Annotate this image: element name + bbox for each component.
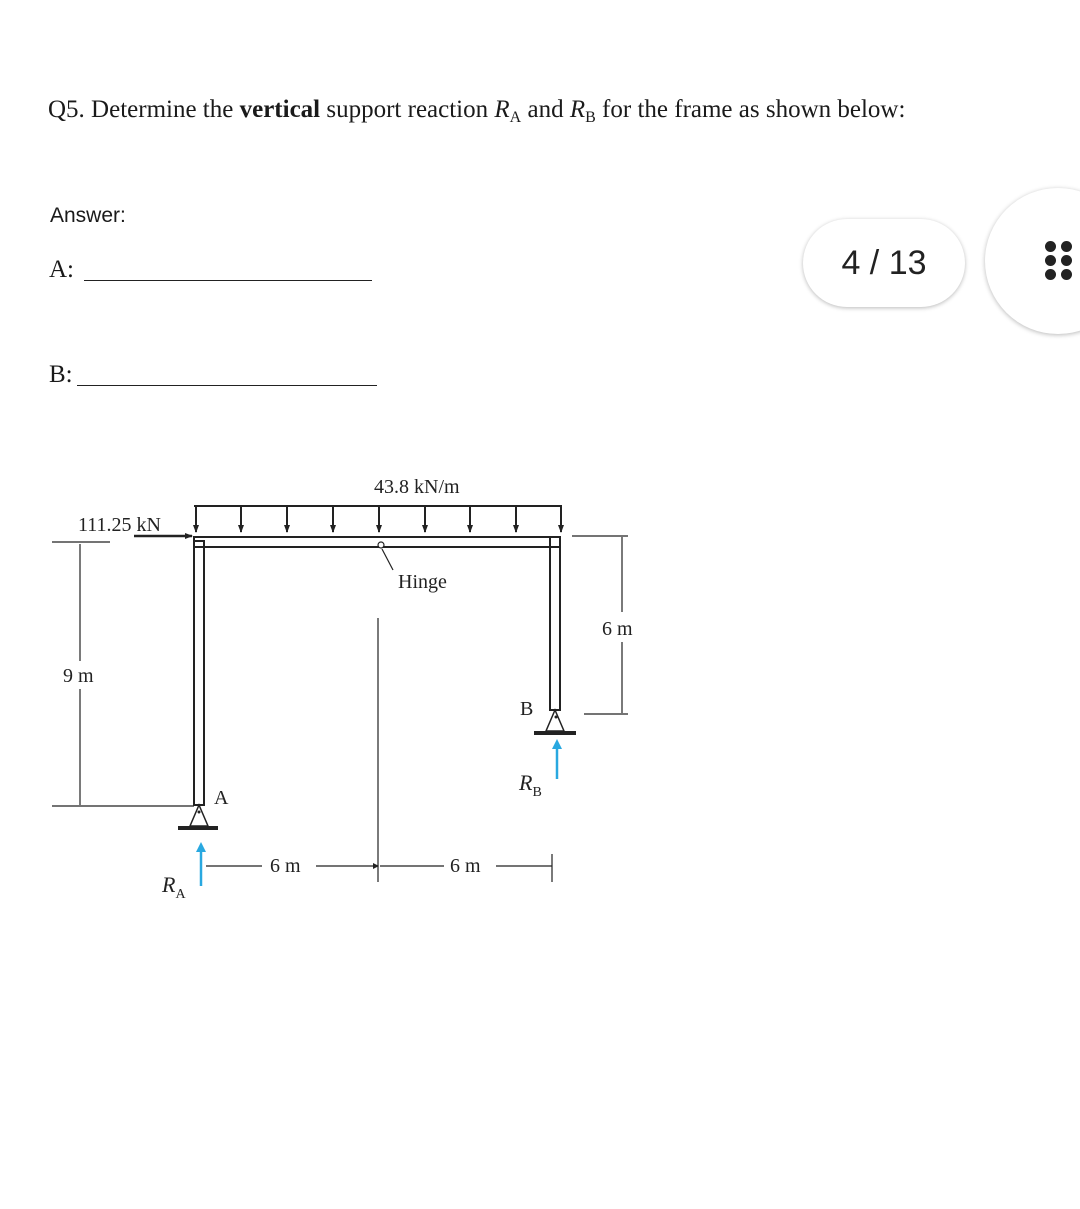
pin-support-b-icon	[534, 710, 576, 735]
field-a-label: A:	[49, 256, 74, 283]
question-emphasis: vertical	[239, 96, 321, 123]
pin-support-a-icon	[178, 805, 218, 830]
frame-members	[194, 537, 560, 805]
right-column	[550, 537, 560, 710]
rb-symbol: R	[569, 96, 586, 123]
span-dimension	[206, 854, 552, 882]
hinge-label: Hinge	[398, 571, 447, 593]
span-left-label: 6 m	[270, 855, 301, 877]
support-a-label: A	[214, 787, 229, 809]
distributed-load-arrows	[194, 506, 562, 532]
left-column	[194, 541, 204, 805]
span-right-label: 6 m	[450, 855, 481, 877]
reaction-b-arrow-icon	[552, 739, 562, 779]
reaction-a-arrow-icon	[196, 842, 206, 886]
field-b-label: B:	[49, 361, 73, 388]
distributed-load-label: 43.8 kN/m	[374, 476, 460, 498]
point-load-label: 111.25 kN	[78, 514, 161, 536]
answer-label: Answer:	[50, 204, 126, 227]
support-b-label: B	[520, 698, 534, 720]
hinge-icon	[378, 542, 384, 548]
page-indicator-text: 4 / 13	[841, 243, 927, 282]
reaction-b-label: $R_B$	[519, 770, 542, 800]
reaction-a-label: $R_A$	[162, 872, 186, 902]
hinge-leader	[382, 549, 393, 570]
left-height-label: 9 m	[63, 665, 94, 687]
question-text: Q5. Determine the vertical support reaction $R_A$ and $R_B$ for the frame as shown below:	[48, 96, 906, 126]
top-beam	[194, 537, 560, 547]
ra-symbol: R	[494, 96, 510, 123]
right-height-label: 6 m	[602, 618, 633, 640]
